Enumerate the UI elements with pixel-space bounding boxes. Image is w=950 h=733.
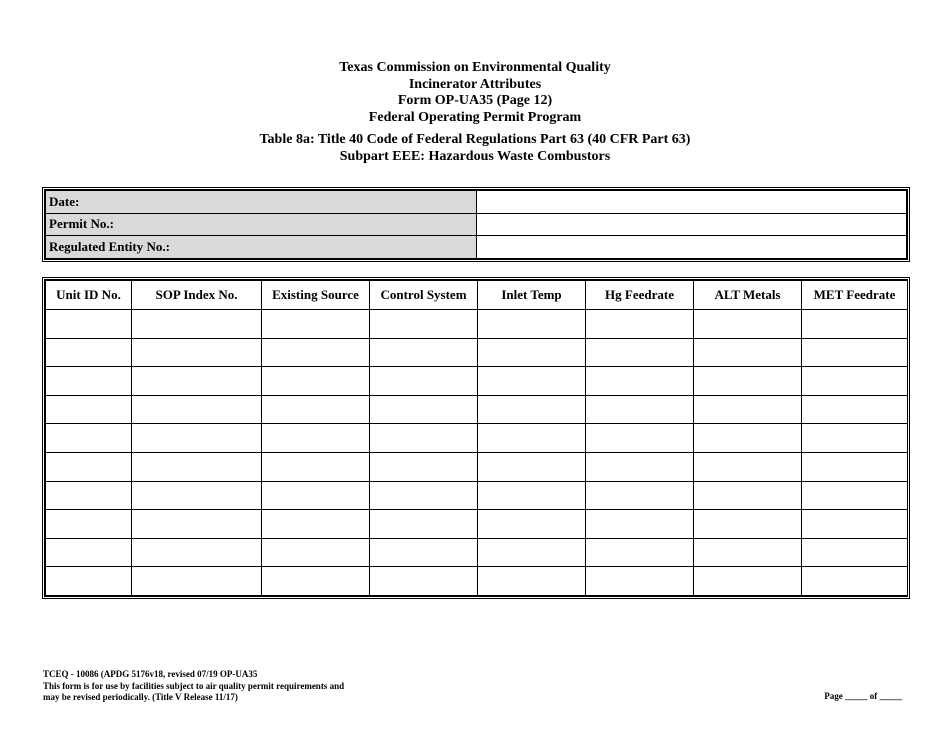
- col-alt-metals: ALT Metals: [694, 281, 802, 310]
- table-cell[interactable]: [46, 338, 132, 367]
- table-cell[interactable]: [478, 538, 586, 567]
- agency-name: Texas Commission on Environmental Quality: [339, 60, 611, 75]
- table-cell[interactable]: [694, 338, 802, 367]
- table-cell[interactable]: [694, 395, 802, 424]
- table-cell[interactable]: [262, 452, 370, 481]
- table-cell[interactable]: [132, 481, 262, 510]
- table-row: [46, 395, 908, 424]
- col-unit-id: Unit ID No.: [46, 281, 132, 310]
- table-row: [46, 452, 908, 481]
- footer-note-1: This form is for use by facilities subject to air quality permit requirements and: [43, 680, 345, 691]
- table-cell[interactable]: [586, 452, 694, 481]
- table-cell[interactable]: [694, 424, 802, 453]
- table-cell[interactable]: [802, 452, 908, 481]
- form-title-block: [0, 60, 950, 126]
- table-cell[interactable]: [694, 567, 802, 596]
- table-cell[interactable]: [370, 452, 478, 481]
- table-cell[interactable]: [46, 481, 132, 510]
- table-row: [46, 424, 908, 453]
- table-cell[interactable]: [802, 567, 908, 596]
- page-number: Page _____ of _____: [824, 691, 902, 701]
- table-cell[interactable]: [478, 510, 586, 539]
- permit-field[interactable]: [477, 213, 907, 236]
- table-cell[interactable]: [262, 481, 370, 510]
- table-cell[interactable]: [802, 338, 908, 367]
- table-cell[interactable]: [262, 395, 370, 424]
- date-row: [46, 191, 907, 214]
- col-inlet-temp: Inlet Temp: [478, 281, 586, 310]
- table-cell[interactable]: [694, 481, 802, 510]
- table-cell[interactable]: [132, 395, 262, 424]
- table-cell[interactable]: [132, 510, 262, 539]
- table-cell[interactable]: [46, 424, 132, 453]
- table-cell[interactable]: [46, 452, 132, 481]
- table-cell[interactable]: [46, 510, 132, 539]
- table-cell[interactable]: [478, 452, 586, 481]
- entity-field[interactable]: [477, 236, 907, 259]
- table-cell[interactable]: [694, 310, 802, 339]
- table-cell[interactable]: [802, 481, 908, 510]
- table-cell[interactable]: [586, 424, 694, 453]
- table-cell[interactable]: [478, 395, 586, 424]
- table-cell[interactable]: [478, 481, 586, 510]
- table-cell[interactable]: [262, 338, 370, 367]
- table-cell[interactable]: [478, 338, 586, 367]
- col-met-feedrate: MET Feedrate: [802, 281, 908, 310]
- table-cell[interactable]: [802, 367, 908, 396]
- table-cell[interactable]: [370, 510, 478, 539]
- table-row: [46, 338, 908, 367]
- table-row: [46, 310, 908, 339]
- table-cell[interactable]: [46, 367, 132, 396]
- table-cell[interactable]: [694, 510, 802, 539]
- table-cell[interactable]: [132, 367, 262, 396]
- footer-form-id: TCEQ - 10086 (APDG 5176v18, revised 07/19 OP-UA35: [43, 669, 258, 679]
- table-cell[interactable]: [132, 338, 262, 367]
- table-row: [46, 367, 908, 396]
- form-footer: [43, 669, 344, 704]
- table-cell[interactable]: [478, 310, 586, 339]
- table-cell[interactable]: [132, 567, 262, 596]
- table-cell[interactable]: [586, 510, 694, 539]
- date-label: Date:: [46, 191, 477, 214]
- table-cell[interactable]: [478, 567, 586, 596]
- info-box: [42, 187, 910, 262]
- col-sop-index: SOP Index No.: [132, 281, 262, 310]
- entity-row: [46, 236, 907, 259]
- table-cell[interactable]: [262, 538, 370, 567]
- table-title: Table 8a: Title 40 Code of Federal Regulations Part 63 (40 CFR Part 63): [259, 132, 691, 147]
- form-subject: Incinerator Attributes: [408, 76, 542, 92]
- table-title-block: [0, 132, 950, 165]
- table-cell[interactable]: [132, 424, 262, 453]
- table-cell[interactable]: [262, 567, 370, 596]
- table-cell[interactable]: [262, 424, 370, 453]
- table-cell[interactable]: [586, 567, 694, 596]
- col-control-system: Control System: [370, 281, 478, 310]
- unit-grid: [45, 280, 908, 596]
- entity-label: Regulated Entity No.:: [46, 236, 477, 259]
- table-cell[interactable]: [370, 310, 478, 339]
- col-existing-source: Existing Source: [262, 281, 370, 310]
- table-cell[interactable]: [478, 367, 586, 396]
- table-cell[interactable]: [586, 395, 694, 424]
- table-row: [46, 567, 908, 596]
- table-cell[interactable]: [586, 310, 694, 339]
- table-cell[interactable]: [46, 538, 132, 567]
- table-cell[interactable]: [694, 452, 802, 481]
- table-cell[interactable]: [586, 538, 694, 567]
- table-cell[interactable]: [478, 424, 586, 453]
- program-name: Federal Operating Permit Program: [368, 109, 582, 125]
- grid-header-row: [46, 281, 908, 310]
- table-cell[interactable]: [262, 510, 370, 539]
- table-cell[interactable]: [262, 310, 370, 339]
- table-cell[interactable]: [802, 395, 908, 424]
- table-cell[interactable]: [370, 567, 478, 596]
- table-cell[interactable]: [802, 510, 908, 539]
- table-cell[interactable]: [586, 338, 694, 367]
- permit-label: Permit No.:: [46, 213, 477, 236]
- table-row: [46, 510, 908, 539]
- table-row: [46, 538, 908, 567]
- table-cell[interactable]: [802, 538, 908, 567]
- table-subtitle: Subpart EEE: Hazardous Waste Combustors: [339, 148, 611, 164]
- table-cell[interactable]: [46, 395, 132, 424]
- table-cell[interactable]: [694, 538, 802, 567]
- table-cell[interactable]: [370, 424, 478, 453]
- table-cell[interactable]: [586, 367, 694, 396]
- table-cell[interactable]: [370, 538, 478, 567]
- table-cell[interactable]: [370, 367, 478, 396]
- table-cell[interactable]: [46, 567, 132, 596]
- grid-body: [46, 310, 908, 596]
- info-table: [45, 190, 907, 259]
- table-cell[interactable]: [586, 481, 694, 510]
- table-cell[interactable]: [132, 310, 262, 339]
- form-number: Form OP-UA35 (Page 12): [397, 93, 553, 108]
- footer-note-2: may be revised periodically. (Title V Release 11/17): [43, 692, 238, 702]
- table-cell[interactable]: [370, 481, 478, 510]
- col-hg-feedrate: Hg Feedrate: [586, 281, 694, 310]
- table-cell[interactable]: [132, 452, 262, 481]
- table-cell[interactable]: [694, 367, 802, 396]
- date-field[interactable]: [477, 191, 907, 214]
- unit-grid-box: [42, 277, 910, 599]
- table-cell[interactable]: [46, 310, 132, 339]
- table-cell[interactable]: [370, 338, 478, 367]
- table-cell[interactable]: [132, 538, 262, 567]
- table-cell[interactable]: [262, 367, 370, 396]
- table-cell[interactable]: [802, 424, 908, 453]
- table-cell[interactable]: [370, 395, 478, 424]
- table-row: [46, 481, 908, 510]
- permit-row: [46, 213, 907, 236]
- table-cell[interactable]: [802, 310, 908, 339]
